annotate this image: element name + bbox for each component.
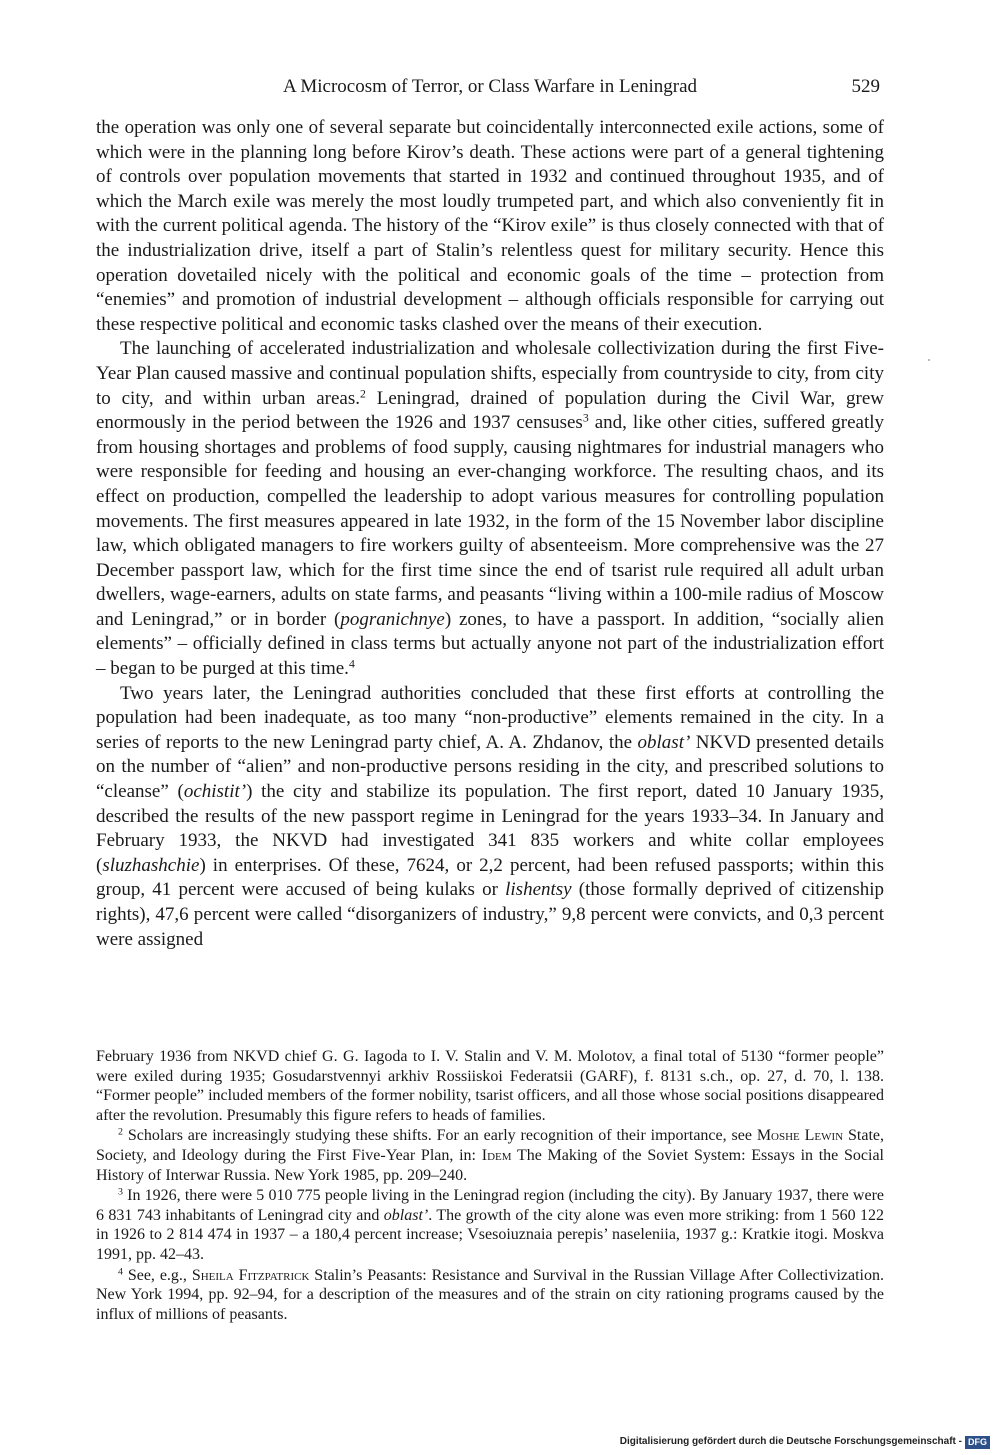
dfg-logo-icon: DFG [965,1436,990,1449]
text-run: NKVD presented details on the number of “alien” and non-productive persons residing in the city, and prescribed solutions to “cleanse” ( [96,731,884,803]
italic-term: pogranichnye [340,608,445,630]
footnotes [96,1047,884,1325]
text-run: State, Society, and Ideology during the First Five-Year Plan, in: [96,1127,884,1164]
text-run: . The growth of the city alone was even more striking: from 1 560 122 in 1926 to 2 814 474 in 1937 – a 180,4 percent increase; Vsesoiuznaia perepis’ naseleniia, 1937 g.: Kratkie itogi. Moskva 1991, pp. 42–43. [96,1206,884,1263]
italic-term: oblast’ [637,731,691,753]
text-run: See, e.g., [122,1266,192,1284]
text-run: Leningrad, drained of population during the Civil War, grew enormously in the period between the 1926 and 1937 censuses [96,387,884,434]
footnote-number: 3 [118,1186,123,1198]
page-number: 529 [851,76,880,97]
digitization-note: Digitalisierung gefördert durch die Deutsche Forschungsgemeinschaft - [619,1436,962,1447]
text-run: The launching of accelerated industrialization and wholesale collectivization during the first Five-Year Plan caused massive and continual population shifts, especially from countryside to city, from city to city, and within urban areas. [96,338,884,409]
text-run: In 1926, there were 5 010 775 people living in the Leningrad region (including the city). By January 1937, there were 6 831 743 inhabitants of Leningrad city and [96,1187,884,1224]
text-run: ) zones, to have a passport. In addition, “socially alien elements” – officially defined in class terms but actually anyone not part of the industrialization effort – began to be purged at this time. [96,608,884,680]
footnote-ref-3: 3 [582,411,589,425]
scan-speck [928,359,930,361]
paragraph-2 [96,337,884,681]
text-run: The Making of the Soviet System: Essays in the Social History of Interwar Russia. New York 1985, pp. 209–240. [96,1146,885,1184]
paragraph-1: the operation was only one of several separate but coincidentally interconnected exile actions, some of which were in the planning long before Kirov’s death. These actions were part of a general tightening of controls over population movements that started in 1932 and continued throughout 1935, and of which the March exile was merely the most loudly trumpeted part, and which also conveniently fit in with the current political agenda. The history of the “Kirov exile” is thus closely connected with that of the industrialization drive, itself a part of Stalin’s relentless quest for military security. Hence this operation dovetailed nicely with the political and economic goals of the time – protection from “enemies” and promotion of industrial development – although officials responsible for carrying out these respective political and economic tasks clashed over the means of their execution. [96,117,884,335]
text-run: (those formally deprived of citizenship rights), 47,6 percent were called “disorganizers of industry,” 9,8 percent were convicts, and 0,3 percent were assigned [96,879,884,950]
italic-term: sluzhashchie [102,854,200,876]
footnote-4 [96,1266,884,1325]
text-run: Scholars are increasingly studying these shifts. For an early recognition of their importance, see [122,1127,757,1145]
author-name: Sheila Fitzpatrick [191,1266,310,1284]
running-header [96,72,884,102]
footnote-3 [96,1186,884,1264]
footnote-number: 2 [118,1126,123,1138]
italic-term: lishentsy [505,879,572,901]
footnote-ref-2: 2 [360,387,366,401]
text-run: ) the city and stabilize its population. The first report, dated 10 January 1935, described the results of the new passport regime in Leningrad for the years 1933–34. In January and February 1933, the NKVD had investigated 341 835 workers and white collar employees ( [96,781,884,876]
digitization-footer [620,1434,990,1450]
italic-term: ochistit’ [183,781,247,803]
text-run: Stalin’s Peasants: Resistance and Survival in the Russian Village After Collectivization. New York 1994, pp. 92–94, for a description of the measures and of the strain on city rationing programs caused by the influx of millions of peasants. [96,1266,885,1323]
paragraph-3 [96,682,884,953]
running-title: A Microcosm of Terror, or Class Warfare in Leningrad [282,76,698,97]
footnote-number: 4 [118,1266,123,1278]
footnote-2 [96,1126,884,1185]
text-run: and, like other cities, suffered greatly from housing shortages and problems of food supply, causing nightmares for industrial managers who were responsible for feeding and housing an ever-changing workforce. The resulting chaos, and its effect on production, compelled the leadership to adopt various measures for controlling population movements. The first measures appeared in late 1932, in the form of the 15 November labor discipline law, which obligated managers to fire workers guilty of absenteeism. More comprehensive was the 27 December passport law, which for the first time since the end of tsarist rule required all adult urban dwellers, wage-earners, adults on state farms, and peasants “living within a 100-mile radius of Moscow and Leningrad,” or in border ( [96,412,884,630]
footnote-continuation: February 1936 from NKVD chief G. G. Iagoda to I. V. Stalin and V. M. Molotov, a final total of 5130 “former people” were exiled during 1935; Gosudarstvennyi arkhiv Rossiiskoi Federatsii (GARF), f. 8131 s.ch., op. 27, d. 70, l. 138. “Former people” included members of the former nobility, tsarist officers, and all those whose social positions disappeared after the revolution. Presumably this figure refers to heads of families. [96,1048,884,1124]
footnote-ref-4: 4 [348,657,355,671]
italic-term: oblast’ [383,1206,429,1224]
author-name: Idem [481,1146,512,1164]
main-text [96,116,884,952]
author-name: Moshe Lewin [756,1127,844,1145]
text-run: ) in enterprises. Of these, 7624, or 2,2 percent, had been refused passports; within this group, 41 percent were accused of being kulaks or [96,854,884,901]
text-run: Two years later, the Leningrad authorities concluded that these first efforts at controlling the population had been inadequate, as too many “non-productive” elements remained in the city. In a series of reports to the new Leningrad party chief, A. A. Zhdanov, the [96,682,884,753]
